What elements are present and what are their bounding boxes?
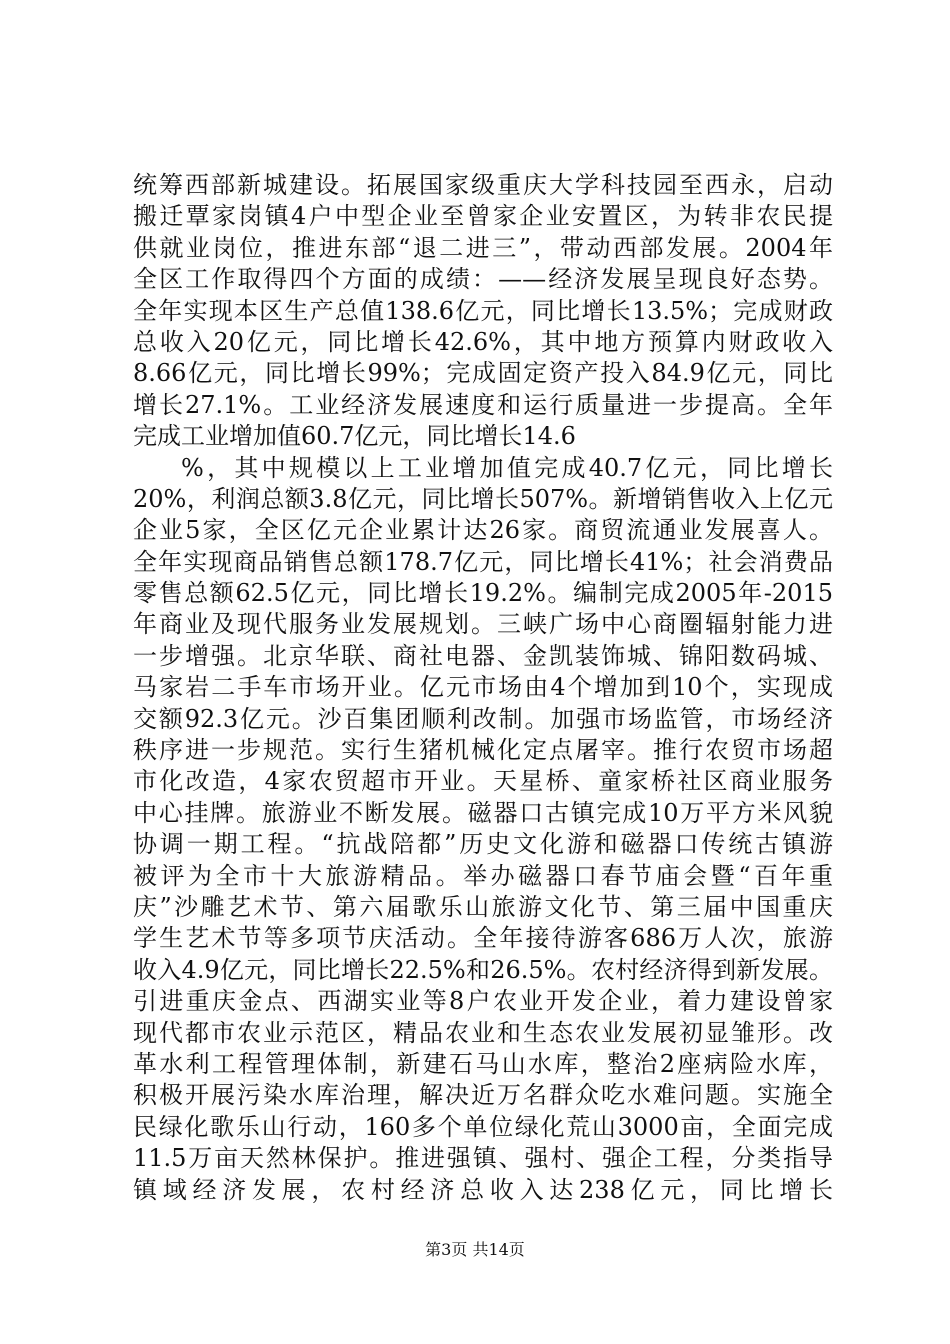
text-line: 革水利工程管理体制，新建石马山水库，整治2座病险水库， [133, 1049, 833, 1078]
text-line: 镇域经济发展，农村经济总收入达238亿元，同比增长 [133, 1175, 833, 1204]
text-line: 一步增强。北京华联、商社电器、金凯装饰城、锦阳数码城、 [133, 641, 833, 670]
text-line: 庆”沙雕艺术节、第六届歌乐山旅游文化节、第三届中国重庆 [133, 892, 833, 921]
text-line: 积极开展污染水库治理，解决近万名群众吃水难问题。实施全 [133, 1081, 833, 1110]
text-line: 8.66亿元，同比增长99%；完成固定资产投入84.9亿元，同比 [133, 359, 833, 388]
text-line: 增长27.1%。工业经济发展速度和运行质量进一步提高。全年 [133, 390, 833, 419]
text-line: 民绿化歌乐山行动，160多个单位绿化荒山3000亩，全面完成 [133, 1112, 833, 1141]
text-line: 企业5家，全区亿元企业累计达26家。商贸流通业发展喜人。 [133, 516, 833, 545]
text-line: 总收入20亿元，同比增长42.6%，其中地方预算内财政收入 [133, 327, 833, 356]
text-line: 统筹西部新城建设。拓展国家级重庆大学科技园至西永，启动 [133, 171, 833, 199]
text-line: 完成工业增加值60.7亿元，同比增长14.6 [133, 422, 576, 451]
text-line: 供就业岗位，推进东部“退二进三”，带动西部发展。2004年 [133, 233, 833, 262]
text-line: 秩序进一步规范。实行生猪机械化定点屠宰。推行农贸市场超 [133, 736, 833, 765]
text-line: 现代都市农业示范区，精品农业和生态农业发展初显雏形。改 [133, 1018, 833, 1047]
text-line: 全年实现商品销售总额178.7亿元，同比增长41%；社会消费品 [133, 547, 833, 576]
text-line: 学生艺术节等多项节庆活动。全年接待游客686万人次，旅游 [133, 924, 833, 953]
page-number: 第3页 共14页 [425, 1240, 525, 1259]
page-footer [0, 1240, 950, 1260]
body-text [133, 170, 833, 1206]
text-line: 零售总额62.5亿元，同比增长19.2%。编制完成2005年-2015 [133, 579, 833, 608]
text-line: 年商业及现代服务业发展规划。三峡广场中心商圈辐射能力进 [133, 610, 833, 639]
text-line: 马家岩二手车市场开业。亿元市场由4个增加到10个，实现成 [133, 673, 833, 702]
text-line: 市化改造，4家农贸超市开业。天星桥、童家桥社区商业服务 [133, 767, 833, 796]
text-line: 搬迁覃家岗镇4户中型企业至曾家企业安置区，为转非农民提 [133, 202, 833, 231]
text-line: 全年实现本区生产总值138.6亿元，同比增长13.5%；完成财政 [133, 296, 833, 325]
text-line: 交额92.3亿元。沙百集团顺利改制。加强市场监管，市场经济 [133, 704, 833, 733]
text-line: 11.5万亩天然林保护。推进强镇、强村、强企工程，分类指导 [133, 1144, 833, 1173]
text-line: 引进重庆金点、西湖实业等8户农业开发企业，着力建设曾家 [133, 987, 833, 1016]
text-line: 全区工作取得四个方面的成绩：——经济发展呈现良好态势。 [133, 265, 833, 294]
text-line: %，其中规模以上工业增加值完成40.7亿元，同比增长 [181, 453, 833, 482]
text-line: 中心挂牌。旅游业不断发展。磁器口古镇完成10万平方米风貌 [133, 798, 833, 827]
text-line: 20%，利润总额3.8亿元，同比增长507%。新增销售收入上亿元 [133, 484, 833, 513]
text-line: 收入4.9亿元，同比增长22.5%和26.5%。农村经济得到新发展。 [133, 955, 833, 984]
text-line: 协调一期工程。“抗战陪都”历史文化游和磁器口传统古镇游 [133, 830, 833, 859]
text-line: 被评为全市十大旅游精品。举办磁器口春节庙会暨“百年重 [133, 861, 833, 890]
